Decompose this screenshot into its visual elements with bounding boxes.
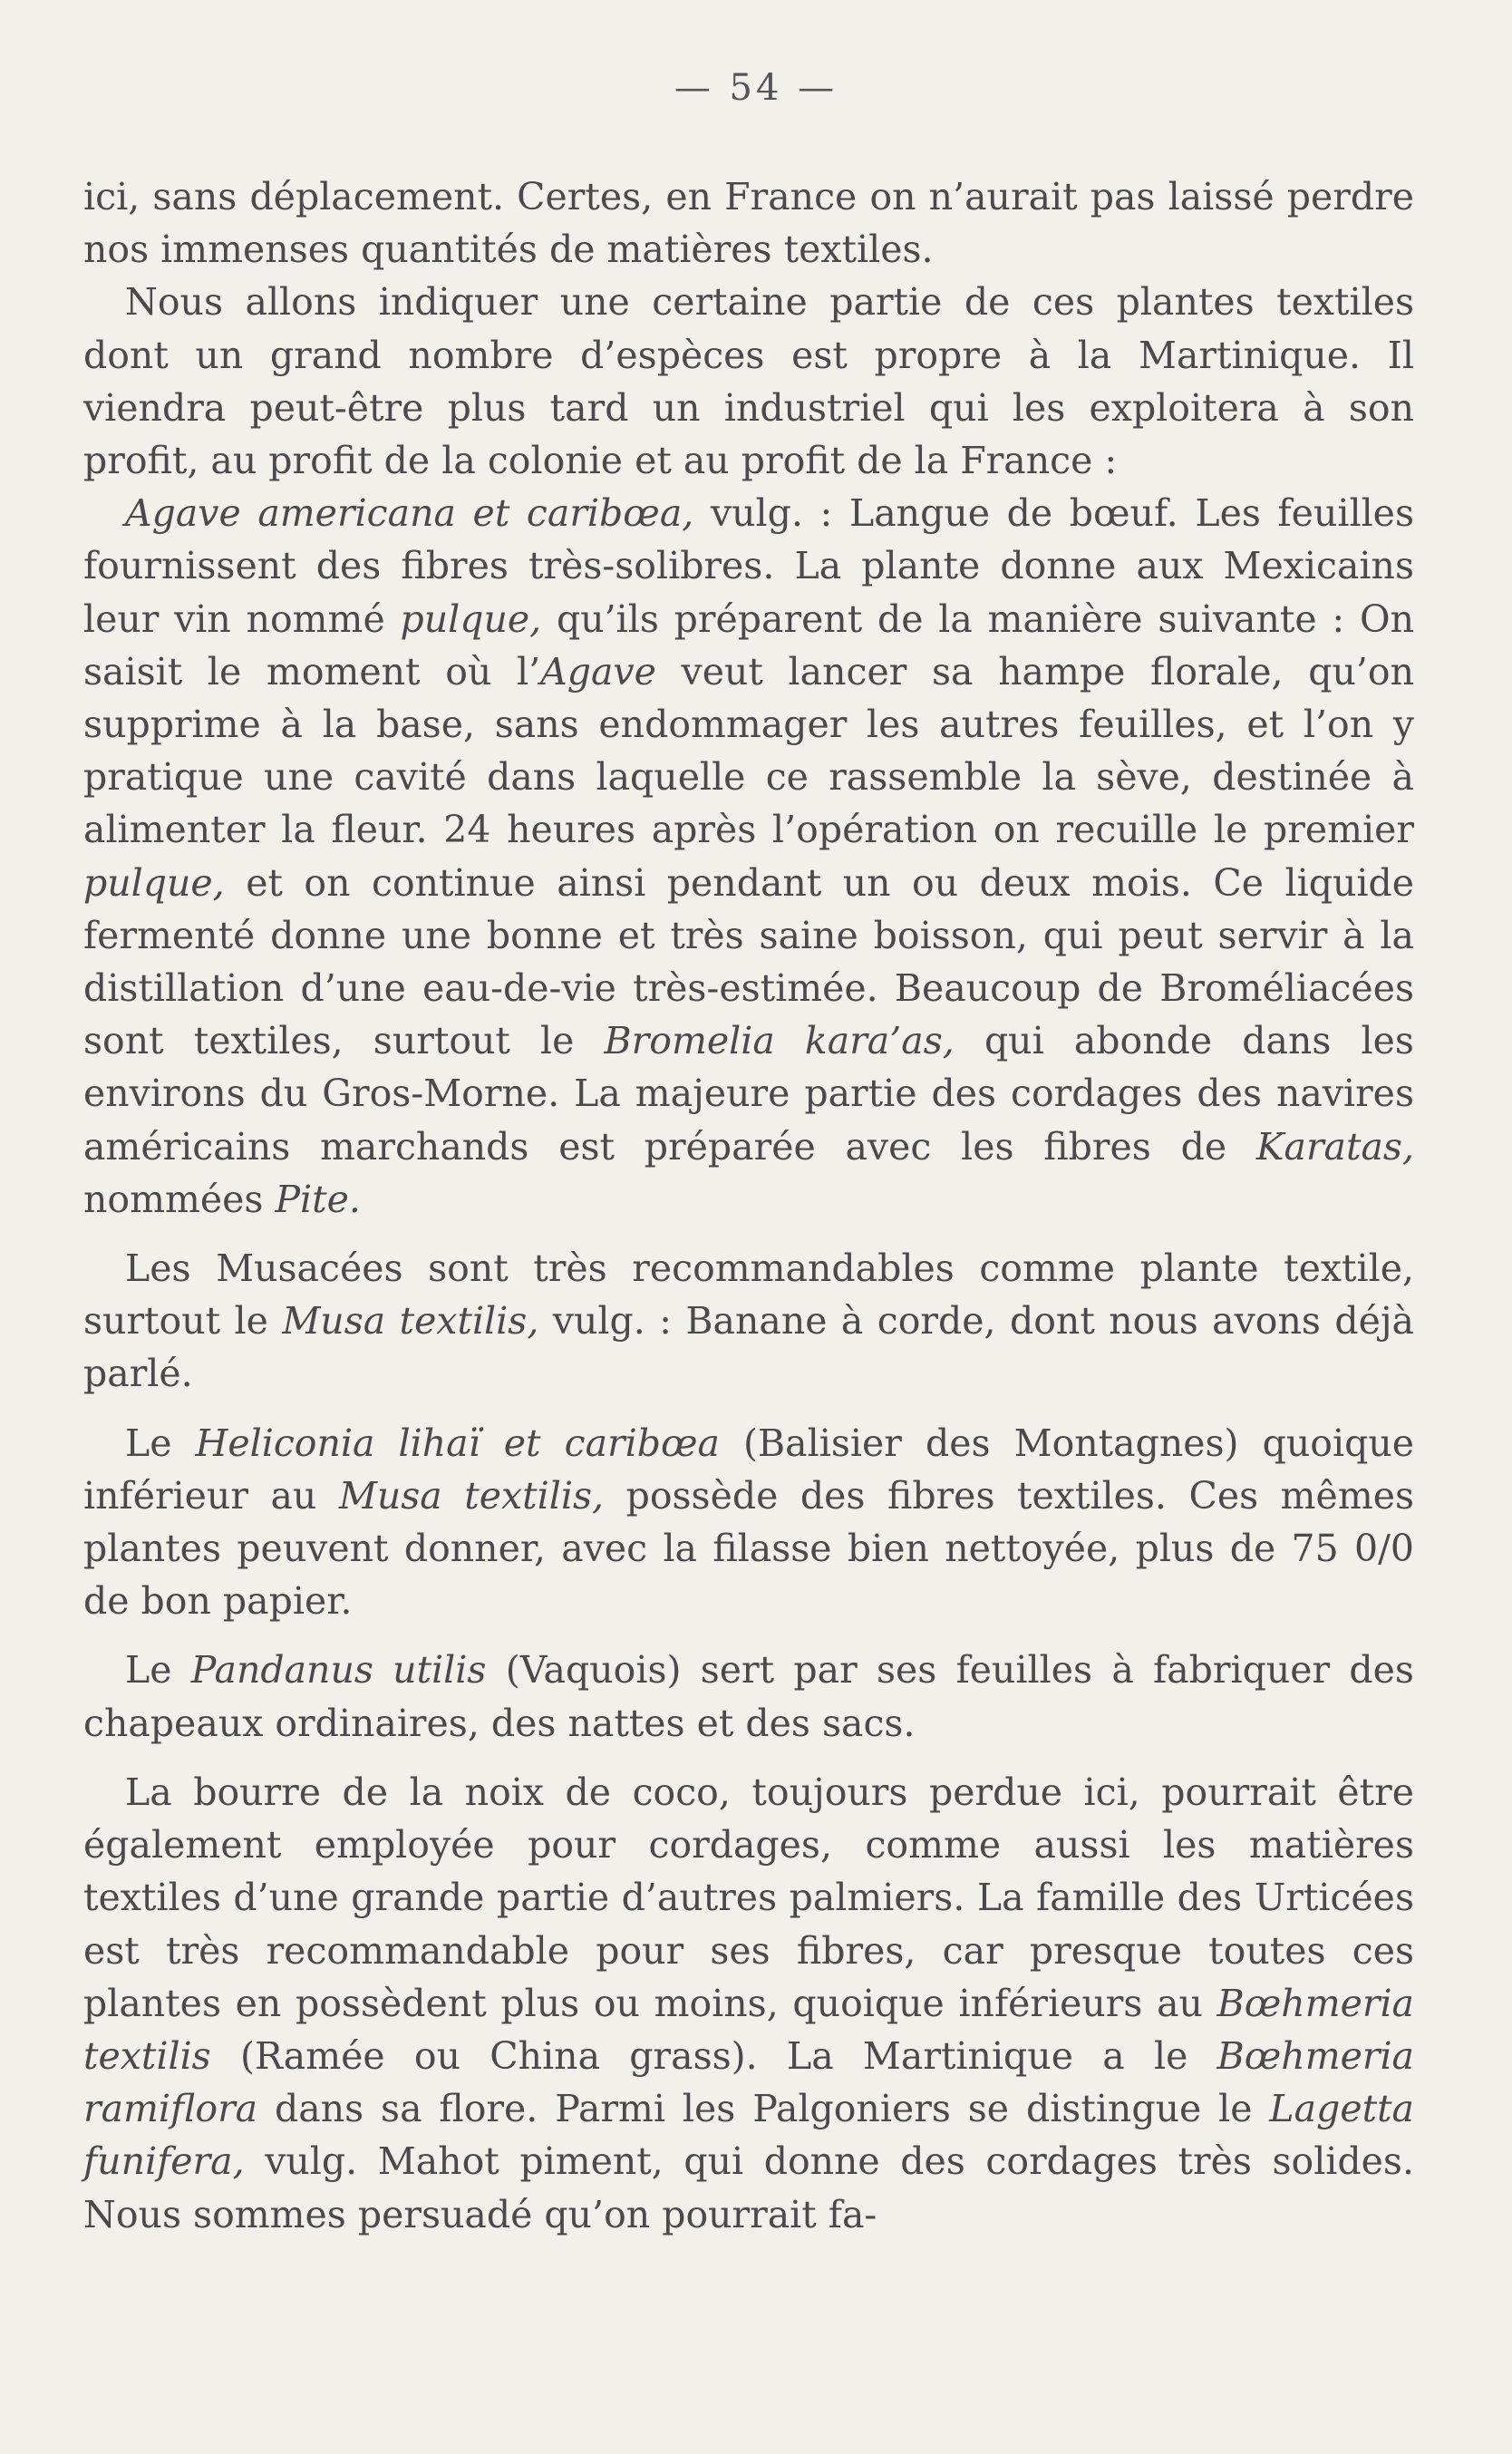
text-run: ici, sans déplacement. Certes, en France on n’aurait pas laissé perdre nos immenses quantités de matières textiles. [83,175,1414,272]
paragraph [83,1766,1414,2241]
paragraph [83,170,1414,276]
text-run: vulg. Mahot piment, qui donne des cordages très solides. Nous sommes persuadé qu’on pourrait fa- [83,2139,1414,2236]
italic-term: Karatas, [1255,1124,1414,1169]
text-run: (Balisier des Montagnes) quoique inférieur au [83,1421,1414,1518]
italic-term: Bromelia kara’as, [604,1019,955,1063]
italic-term: pulque, [400,597,542,641]
italic-term: Agave [540,649,656,694]
text-run: qu’ils préparent de la manière suivante : On saisit le moment où l’ [83,597,1414,694]
text-run: Le [125,1421,196,1465]
text-run: Nous allons indiquer une certaine partie de ces plantes textiles dont un grand nombre d’espèces est propre à la Martinique. Il viendra peut-être plus tard un industriel qui les exploitera à son profit, au profit de la colonie et au profit de la France : [83,280,1414,483]
text-run: Les Musacées sont très recommandables comme plante textile, surtout le [83,1246,1414,1343]
italic-term: Bœhmeria ramiflora [83,2033,1414,2131]
page-number: — 54 — [674,67,838,109]
paragraph [83,1242,1414,1401]
text-run: (Ramée ou China grass). La Martinique a le [210,2033,1217,2078]
text-run: vulg. : Langue de bœuf. Les feuilles fournissent des fibres très-solibres. La plante donne aux Mexicains leur vin nommé [83,491,1414,641]
italic-term: Pandanus utilis [190,1648,487,1693]
italic-term: Heliconia lihaï et caribœa [195,1421,720,1465]
text-run: (Vaquois) sert par ses feuilles à fabriquer des chapeaux ordinaires, des nattes et des sacs. [83,1648,1414,1745]
italic-term: Bœhmeria textilis [83,1981,1414,2078]
text-run: vulg. : Banane à corde, dont nous avons déjà parlé. [83,1299,1414,1396]
italic-term: Musa textilis, [282,1299,539,1343]
text-run: qui abonde dans les environs du Gros-Morne. La majeure partie des cordages des navires américains marchands est préparée avec les fibres de [83,1019,1414,1169]
paragraph [83,1417,1414,1628]
italic-term: Lagetta funifera, [83,2087,1414,2184]
paragraph [83,276,1414,487]
text-run: veut lancer sa hampe florale, qu’on supprime à la base, sans endommager les autres feuilles, et l’on y pratique une cavité dans laquelle ce rassemble la sève, destinée à alimenter la fleur. 24 heures après l’opération on recuille le premier [83,649,1414,852]
italic-term: Pite. [275,1177,361,1221]
text-run: Le [125,1648,191,1693]
italic-term: Agave americana et caribœa, [125,491,694,536]
paragraph [83,1644,1414,1749]
italic-term: Musa textilis, [338,1473,605,1518]
text-run: dans sa flore. Parmi les Palgoniers se distingue le [257,2087,1270,2131]
text-run: La bourre de la noix de coco, toujours perdue ici, pourrait être également employée pour cordages, comme aussi les matières textiles d’une grande partie d’autres palmiers. La famille des Urticées est très recommandable pour ses fibres, car presque toutes ces plantes en possèdent plus ou moins, quoique inférieurs au [83,1770,1414,2025]
text-run: et on continue ainsi pendant un ou deux mois. Ce liquide fermenté donne une bonne et très saine boisson, qui peut servir à la distillation d’une eau-de-vie très-estimée. Beaucoup de Broméliacées sont textiles, surtout le [83,860,1414,1063]
paragraph [83,487,1414,1226]
text-run: possède des fibres textiles. Ces mêmes plantes peuvent donner, avec la filasse bien nettoyée, plus de 75 0/0 de bon papier. [83,1473,1415,1624]
text-run: nommées [83,1177,276,1221]
italic-term: pulque, [83,860,225,905]
body-text [83,170,1414,2241]
